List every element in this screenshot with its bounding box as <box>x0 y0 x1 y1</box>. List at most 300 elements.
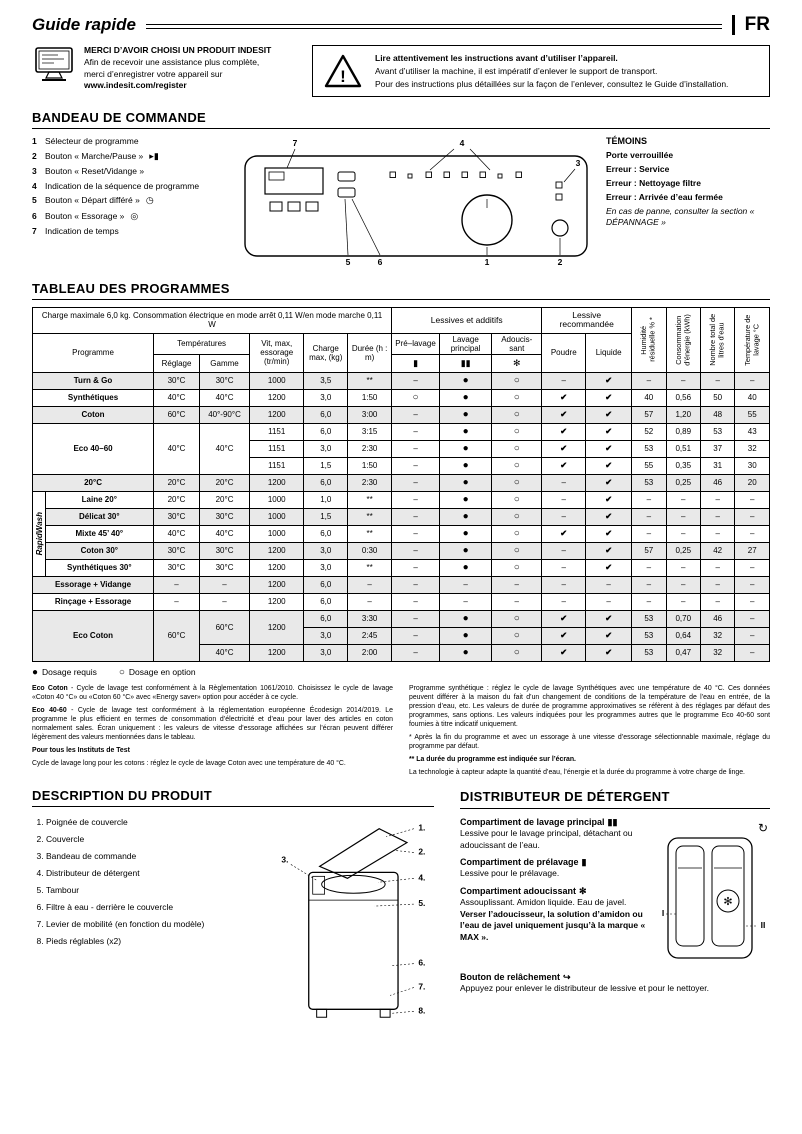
dispenser-text <box>460 816 652 966</box>
program-value-cell: 30°C <box>154 543 200 560</box>
program-value-cell: 1,0 <box>304 492 348 509</box>
svg-text:!: ! <box>340 67 346 87</box>
group-lessives: Lessives et additifs <box>392 308 542 333</box>
dispenser-drawer-diagram <box>658 816 770 966</box>
callout-8: 8. <box>418 1004 426 1015</box>
note: Pour tous les Instituts de Test <box>32 746 130 754</box>
program-value-cell: 40°-90°C <box>199 407 249 424</box>
program-row <box>33 390 770 407</box>
register-link[interactable]: www.indesit.com/register <box>84 80 187 91</box>
program-value-cell: 0,70 <box>666 611 700 628</box>
program-value-cell: – <box>542 492 586 509</box>
program-value-cell: 48 <box>700 407 734 424</box>
program-value-cell: ** <box>348 526 392 543</box>
program-value-cell: – <box>700 560 734 577</box>
description-item: 3. Bandeau de commande <box>46 848 269 865</box>
program-value-cell: 30°C <box>199 543 249 560</box>
program-value-cell: ✔ <box>542 526 586 543</box>
program-value-cell: – <box>392 373 440 390</box>
program-value-cell: ✔ <box>586 441 632 458</box>
program-row <box>33 611 770 628</box>
program-row <box>33 526 770 543</box>
program-table-body <box>33 373 770 662</box>
program-value-cell: – <box>700 594 734 611</box>
program-value-cell: 53 <box>632 441 666 458</box>
program-value-cell: 1000 <box>250 509 304 526</box>
program-value-cell: 3,0 <box>304 390 348 407</box>
program-value-cell: ● <box>440 560 492 577</box>
program-value-cell: 1200 <box>250 611 304 645</box>
intro-row <box>32 45 770 97</box>
warning-line2: Avant d’utiliser la machine, il est impératif d’enlever le support de transport. <box>375 65 658 76</box>
program-value-cell: – <box>586 594 632 611</box>
control-item-1 <box>32 136 230 147</box>
control-item-4 <box>32 181 230 192</box>
program-value-cell: – <box>440 577 492 594</box>
program-value-cell: – <box>735 492 770 509</box>
program-row <box>33 594 770 611</box>
program-value-cell: 1,20 <box>666 407 700 424</box>
program-value-cell: – <box>392 526 440 543</box>
option-button[interactable] <box>338 172 355 181</box>
program-value-cell: ** <box>348 560 392 577</box>
masthead <box>32 14 770 36</box>
item-label: Sélecteur de programme <box>45 136 139 147</box>
section-heading-programs: TABLEAU DES PROGRAMMES <box>32 281 770 300</box>
program-value-cell: – <box>700 577 734 594</box>
program-value-cell: – <box>735 526 770 543</box>
program-value-cell: 6,0 <box>304 475 348 492</box>
program-value-cell: 55 <box>632 458 666 475</box>
item-number: 7 <box>32 225 37 236</box>
table-header-row <box>33 308 770 333</box>
dispenser-title-release: Bouton de relâchement ↪ <box>460 972 571 983</box>
note: Eco Coton - Cycle de lavage test conformément à la Règlementation 1061/2010. Choisissez le cycle de lavage «Coton 40 °C» ou «Coton 60 °C» avec «Energy saver» option pour accéder à ce cycle. <box>32 685 394 701</box>
program-value-cell: 30°C <box>154 373 200 390</box>
item-number: 1 <box>32 136 37 147</box>
program-value-cell: ** <box>348 373 392 390</box>
drum-opening <box>322 875 386 893</box>
program-value-cell: ● <box>440 441 492 458</box>
program-value-cell: 40°C <box>154 424 200 475</box>
release-arrow-icon: ↪ <box>563 972 571 983</box>
program-value-cell: ● <box>440 492 492 509</box>
program-value-cell: 6,0 <box>304 407 348 424</box>
control-item-7 <box>32 226 230 237</box>
empty-dot-icon: ○ <box>118 667 125 678</box>
dispenser-body: Assouplissant. Amidon liquide. Eau de javel. <box>460 897 627 908</box>
program-value-cell: ✔ <box>586 526 632 543</box>
description-item: 4. Distributeur de détergent <box>46 865 269 882</box>
open-lid <box>320 828 407 878</box>
program-value-cell: 20 <box>735 475 770 492</box>
program-table <box>32 307 770 662</box>
program-value-cell: – <box>392 594 440 611</box>
warning-box <box>312 45 770 97</box>
program-value-cell: ● <box>440 458 492 475</box>
program-value-cell: – <box>586 577 632 594</box>
col-mainwash: Lavage principal <box>440 333 492 354</box>
program-value-cell: 57 <box>632 543 666 560</box>
program-value-cell: 3:00 <box>348 407 392 424</box>
program-value-cell: ● <box>440 424 492 441</box>
program-value-cell: ○ <box>492 458 542 475</box>
program-value-cell: 32 <box>700 628 734 645</box>
program-value-cell: 0,25 <box>666 543 700 560</box>
program-value-cell: ✔ <box>542 458 586 475</box>
program-value-cell: 30°C <box>154 560 200 577</box>
program-row <box>33 424 770 441</box>
program-value-cell: 53 <box>632 628 666 645</box>
panel-outline <box>245 156 587 256</box>
program-value-cell: ● <box>440 373 492 390</box>
program-value-cell: – <box>632 577 666 594</box>
program-value-cell: 53 <box>632 611 666 628</box>
footnotes <box>32 685 770 782</box>
col-load: Charge max, (kg) <box>304 333 348 372</box>
option-button[interactable] <box>338 188 355 197</box>
washing-machine-diagram <box>275 814 434 1026</box>
program-value-cell: 20°C <box>154 492 200 509</box>
program-value-cell: 2:45 <box>348 628 392 645</box>
program-value-cell: 1000 <box>250 492 304 509</box>
program-value-cell: ✔ <box>586 424 632 441</box>
program-value-cell: ○ <box>492 628 542 645</box>
note: Programme synthétique : réglez le cycle de lavage Synthétiques avec une température de 40 °C. Ces données peuvent différer à la maison du fait d’un changement de conditions de la température de l’eau en entrée, de la pression d’eau, etc. Les valeurs de durée de programme approximatives se réfèrent à des réglages par défaut des programmes, sans options. Les valeurs indiquées pour les programmes autres que le programme Eco 40-60 sont fournies à titre indicatif uniquement. <box>409 685 770 728</box>
note: * Après la fin du programme et avec un essorage à une vitesse d’essorage sélectionnable maximale, réglage du programme par défaut. <box>409 733 770 750</box>
page-title: Guide rapide <box>32 15 136 34</box>
program-value-cell: – <box>632 492 666 509</box>
sequence-indicators <box>390 172 522 178</box>
program-value-cell: ○ <box>492 424 542 441</box>
program-value-cell: 0,56 <box>666 390 700 407</box>
program-value-cell: ** <box>348 509 392 526</box>
note: La technologie à capteur adapte la quantité d’eau, l’énergie et la durée du programme à votre charge de linge. <box>409 768 745 776</box>
program-value-cell: – <box>392 628 440 645</box>
program-name-cell: 20°C <box>33 475 154 492</box>
program-row <box>33 492 770 509</box>
foot <box>380 1009 390 1017</box>
group-recommandee: Lessive recommandée <box>542 308 632 333</box>
legend-optional: ○ Dosage en option <box>118 667 196 678</box>
program-value-cell: – <box>154 577 200 594</box>
program-value-cell: 6,0 <box>304 577 348 594</box>
program-value-cell: – <box>735 645 770 662</box>
program-value-cell: – <box>542 577 586 594</box>
program-value-cell: – <box>632 526 666 543</box>
program-value-cell: ** <box>348 492 392 509</box>
program-value-cell: 0,51 <box>666 441 700 458</box>
program-value-cell: 43 <box>735 424 770 441</box>
softener-flower-icon: ✻ <box>492 355 542 373</box>
rotate-arrow-icon: ↻ <box>758 821 769 836</box>
description-item: 1. Poignée de couvercle <box>46 814 269 831</box>
callout-3: 3. <box>281 854 289 865</box>
program-value-cell: 57 <box>632 407 666 424</box>
register-block <box>32 45 300 97</box>
program-value-cell: – <box>632 509 666 526</box>
program-value-cell: – <box>392 543 440 560</box>
program-value-cell: 50 <box>700 390 734 407</box>
program-value-cell: 37 <box>700 441 734 458</box>
program-value-cell: – <box>392 611 440 628</box>
program-value-cell: ○ <box>492 492 542 509</box>
program-value-cell: ● <box>440 543 492 560</box>
col-wash-temp: Température de lavage °C <box>735 308 770 373</box>
dispenser-body: Lessive pour le lavage principal, détachant ou adoucissant de l’eau. <box>460 828 633 850</box>
program-value-cell: 55 <box>735 407 770 424</box>
program-name-cell: Eco Coton <box>33 611 154 662</box>
col-energy: Consommation d’énergie (kWh) <box>666 308 700 373</box>
program-value-cell: 40°C <box>199 424 249 475</box>
program-value-cell: 1151 <box>250 424 304 441</box>
program-value-cell: ✔ <box>542 645 586 662</box>
spin-icon: ◎ <box>130 210 139 221</box>
program-value-cell: – <box>542 543 586 560</box>
program-value-cell: ○ <box>492 560 542 577</box>
program-value-cell: ○ <box>492 390 542 407</box>
item-label: Bouton « Départ différé » <box>45 195 140 206</box>
label-compartment-ii: II <box>760 920 766 931</box>
program-value-cell: – <box>666 373 700 390</box>
start-pause-button[interactable] <box>552 220 568 236</box>
prewash-icon: ▮ <box>392 355 440 373</box>
program-value-cell: – <box>735 373 770 390</box>
program-value-cell: 1200 <box>250 560 304 577</box>
callout-6: 6 <box>377 257 383 268</box>
col-water: Nombre total de litres d’eau <box>700 308 734 373</box>
program-value-cell: ✔ <box>586 645 632 662</box>
program-value-cell: – <box>735 611 770 628</box>
program-value-cell: – <box>735 509 770 526</box>
control-item-list <box>32 136 230 268</box>
program-value-cell: 60°C <box>199 611 249 645</box>
program-value-cell: – <box>392 475 440 492</box>
control-item-6 <box>32 211 230 222</box>
description-item: 5. Tambour <box>46 882 269 899</box>
program-value-cell: – <box>735 577 770 594</box>
language-badge: FR <box>744 14 770 35</box>
program-value-cell: 1:50 <box>348 458 392 475</box>
program-value-cell: – <box>199 577 249 594</box>
program-value-cell: ✔ <box>542 390 586 407</box>
program-value-cell: 1000 <box>250 373 304 390</box>
temoin-item: Erreur : Arrivée d’eau fermée <box>606 192 723 203</box>
program-value-cell: ✔ <box>586 543 632 560</box>
play-pause-icon: ▸▮ <box>149 150 159 161</box>
program-value-cell: – <box>700 492 734 509</box>
program-name-cell: Synthétiques <box>33 390 154 407</box>
program-value-cell: 1000 <box>250 526 304 543</box>
program-value-cell: – <box>700 526 734 543</box>
program-value-cell: ○ <box>492 475 542 492</box>
program-value-cell: ● <box>440 407 492 424</box>
program-value-cell: – <box>392 560 440 577</box>
program-value-cell: 40°C <box>154 526 200 543</box>
description-item: 7. Levier de mobilité (en fonction du modèle) <box>46 916 269 933</box>
program-value-cell: 30°C <box>199 373 249 390</box>
program-value-cell: 0,89 <box>666 424 700 441</box>
temoin-item: Erreur : Service <box>606 163 670 174</box>
program-value-cell: – <box>392 492 440 509</box>
item-number: 6 <box>32 210 37 221</box>
program-value-cell: 6,0 <box>304 526 348 543</box>
program-value-cell: – <box>666 492 700 509</box>
detergent-dispenser-section <box>460 788 770 1026</box>
program-value-cell: – <box>632 560 666 577</box>
item-label: Bouton « Marche/Pause » <box>45 150 144 161</box>
description-item: 8. Pieds réglables (x2) <box>46 933 269 950</box>
display-digit-box <box>269 172 284 180</box>
callout-5: 5. <box>418 897 426 908</box>
program-value-cell: ✔ <box>542 611 586 628</box>
item-number: 3 <box>32 166 37 177</box>
program-value-cell: ✔ <box>542 407 586 424</box>
dispenser-body: Appuyez pour enlever le distributeur de lessive et pour le nettoyer. <box>460 983 710 994</box>
callout-4: 4 <box>459 138 465 149</box>
dispenser-title-prewash: Compartiment de prélavage ▮ <box>460 857 587 868</box>
program-value-cell: 3,0 <box>304 560 348 577</box>
program-name-cell: Coton <box>33 407 154 424</box>
softener-flower-icon: ✻ <box>723 896 733 909</box>
program-value-cell: – <box>440 594 492 611</box>
section-heading-dispenser: DISTRIBUTEUR DE DÉTERGENT <box>460 788 770 810</box>
program-value-cell: 3,5 <box>304 373 348 390</box>
program-value-cell: – <box>666 526 700 543</box>
control-item-5 <box>32 195 230 206</box>
program-value-cell: ✔ <box>586 407 632 424</box>
control-band <box>313 876 325 894</box>
program-value-cell: 1151 <box>250 441 304 458</box>
program-value-cell: 30°C <box>154 509 200 526</box>
col-prewash: Pré–lavage <box>392 333 440 354</box>
status-led <box>556 182 562 188</box>
small-buttons[interactable] <box>270 202 318 211</box>
program-value-cell: ✔ <box>542 441 586 458</box>
program-value-cell: ○ <box>492 611 542 628</box>
program-value-cell: 6,0 <box>304 424 348 441</box>
program-value-cell: ✔ <box>586 492 632 509</box>
description-item: 2. Couvercle <box>46 831 269 848</box>
program-value-cell: – <box>392 458 440 475</box>
program-value-cell: 46 <box>700 611 734 628</box>
callout-1: 1 <box>484 257 490 268</box>
program-value-cell: ○ <box>492 407 542 424</box>
program-value-cell: ✔ <box>586 390 632 407</box>
program-value-cell: 27 <box>735 543 770 560</box>
program-value-cell: – <box>392 509 440 526</box>
label-compartment-i: I <box>661 908 665 919</box>
dispenser-title-main: Compartiment de lavage principal ▮▮ <box>460 817 618 828</box>
program-value-cell: 46 <box>700 475 734 492</box>
program-row <box>33 509 770 526</box>
temoins-note: En cas de panne, consulter la section « DÉPANNAGE » <box>606 206 755 228</box>
program-value-cell: 0:30 <box>348 543 392 560</box>
program-value-cell: 0,64 <box>666 628 700 645</box>
warning-icon <box>323 53 363 89</box>
program-value-cell: 1200 <box>250 645 304 662</box>
program-value-cell: – <box>542 560 586 577</box>
program-name-cell: Coton 30° <box>45 543 154 560</box>
program-value-cell: – <box>492 577 542 594</box>
foot <box>317 1009 327 1017</box>
program-value-cell: ● <box>440 611 492 628</box>
program-value-cell: 32 <box>735 441 770 458</box>
program-value-cell: – <box>154 594 200 611</box>
program-value-cell: ○ <box>492 543 542 560</box>
program-value-cell: 1,5 <box>304 458 348 475</box>
program-value-cell: 20°C <box>154 475 200 492</box>
item-label: Bouton « Reset/Vidange » <box>45 166 145 177</box>
program-value-cell: 2:30 <box>348 475 392 492</box>
program-value-cell: – <box>735 560 770 577</box>
description-list <box>46 814 269 1026</box>
control-item-3 <box>32 166 230 177</box>
legend-required: ● Dosage requis <box>32 667 97 678</box>
program-value-cell: ✔ <box>586 475 632 492</box>
rapidwash-band: RapidWash <box>33 492 46 577</box>
register-heading: MERCI D’AVOIR CHOISI UN PRODUIT INDESIT <box>84 45 272 55</box>
program-row <box>33 475 770 492</box>
program-value-cell: ● <box>440 645 492 662</box>
program-value-cell: 42 <box>700 543 734 560</box>
register-line2: merci d’enregistrer votre appareil sur <box>84 68 223 79</box>
program-value-cell: 1200 <box>250 594 304 611</box>
dispenser-title-softener: Compartiment adoucissant ✻ <box>460 885 587 896</box>
product-description-section <box>32 788 434 1026</box>
program-value-cell: – <box>392 577 440 594</box>
callout-4: 4. <box>418 872 426 883</box>
callout-1: 1. <box>418 822 426 833</box>
dispenser-body-bold: Verser l’adoucisseur, la solution d’amidon ou l’eau de javel uniquement jusqu’à la marque « MAX ». <box>460 908 646 942</box>
program-value-cell: 0,47 <box>666 645 700 662</box>
program-value-cell: ○ <box>492 526 542 543</box>
program-value-cell: – <box>348 594 392 611</box>
program-value-cell: – <box>632 373 666 390</box>
program-value-cell: 1200 <box>250 543 304 560</box>
program-value-cell: 31 <box>700 458 734 475</box>
program-value-cell: ✔ <box>586 373 632 390</box>
program-value-cell: – <box>735 628 770 645</box>
program-value-cell: 40 <box>632 390 666 407</box>
warning-line3: Pour des instructions plus détaillées sur la façon de l’enlever, consultez le Guide d’installation. <box>375 78 729 89</box>
program-value-cell: 40°C <box>154 390 200 407</box>
main-wash-icon: ▮▮ <box>607 817 618 828</box>
callout-7: 7 <box>292 138 298 149</box>
program-name-cell: Laine 20° <box>45 492 154 509</box>
program-value-cell: 1200 <box>250 475 304 492</box>
program-value-cell: ✔ <box>586 611 632 628</box>
program-name-cell: Rinçage + Essorage <box>33 594 154 611</box>
program-value-cell: – <box>392 424 440 441</box>
program-name-cell: Synthétiques 30° <box>45 560 154 577</box>
header-rule <box>146 24 722 29</box>
program-value-cell: 53 <box>632 645 666 662</box>
section-heading-control-panel: BANDEAU DE COMMANDE <box>32 110 770 129</box>
program-value-cell: 53 <box>632 475 666 492</box>
program-value-cell: ● <box>440 390 492 407</box>
register-line1: Afin de recevoir une assistance plus complète, <box>84 57 260 68</box>
program-value-cell: ○ <box>392 390 440 407</box>
callout-7: 7. <box>418 981 426 992</box>
program-value-cell: – <box>392 407 440 424</box>
language-divider <box>732 15 735 35</box>
item-number: 4 <box>32 180 37 191</box>
program-value-cell: 3:15 <box>348 424 392 441</box>
temoin-item: Porte verrouillée <box>606 149 674 160</box>
program-value-cell: 52 <box>632 424 666 441</box>
program-value-cell: 3,0 <box>304 645 348 662</box>
